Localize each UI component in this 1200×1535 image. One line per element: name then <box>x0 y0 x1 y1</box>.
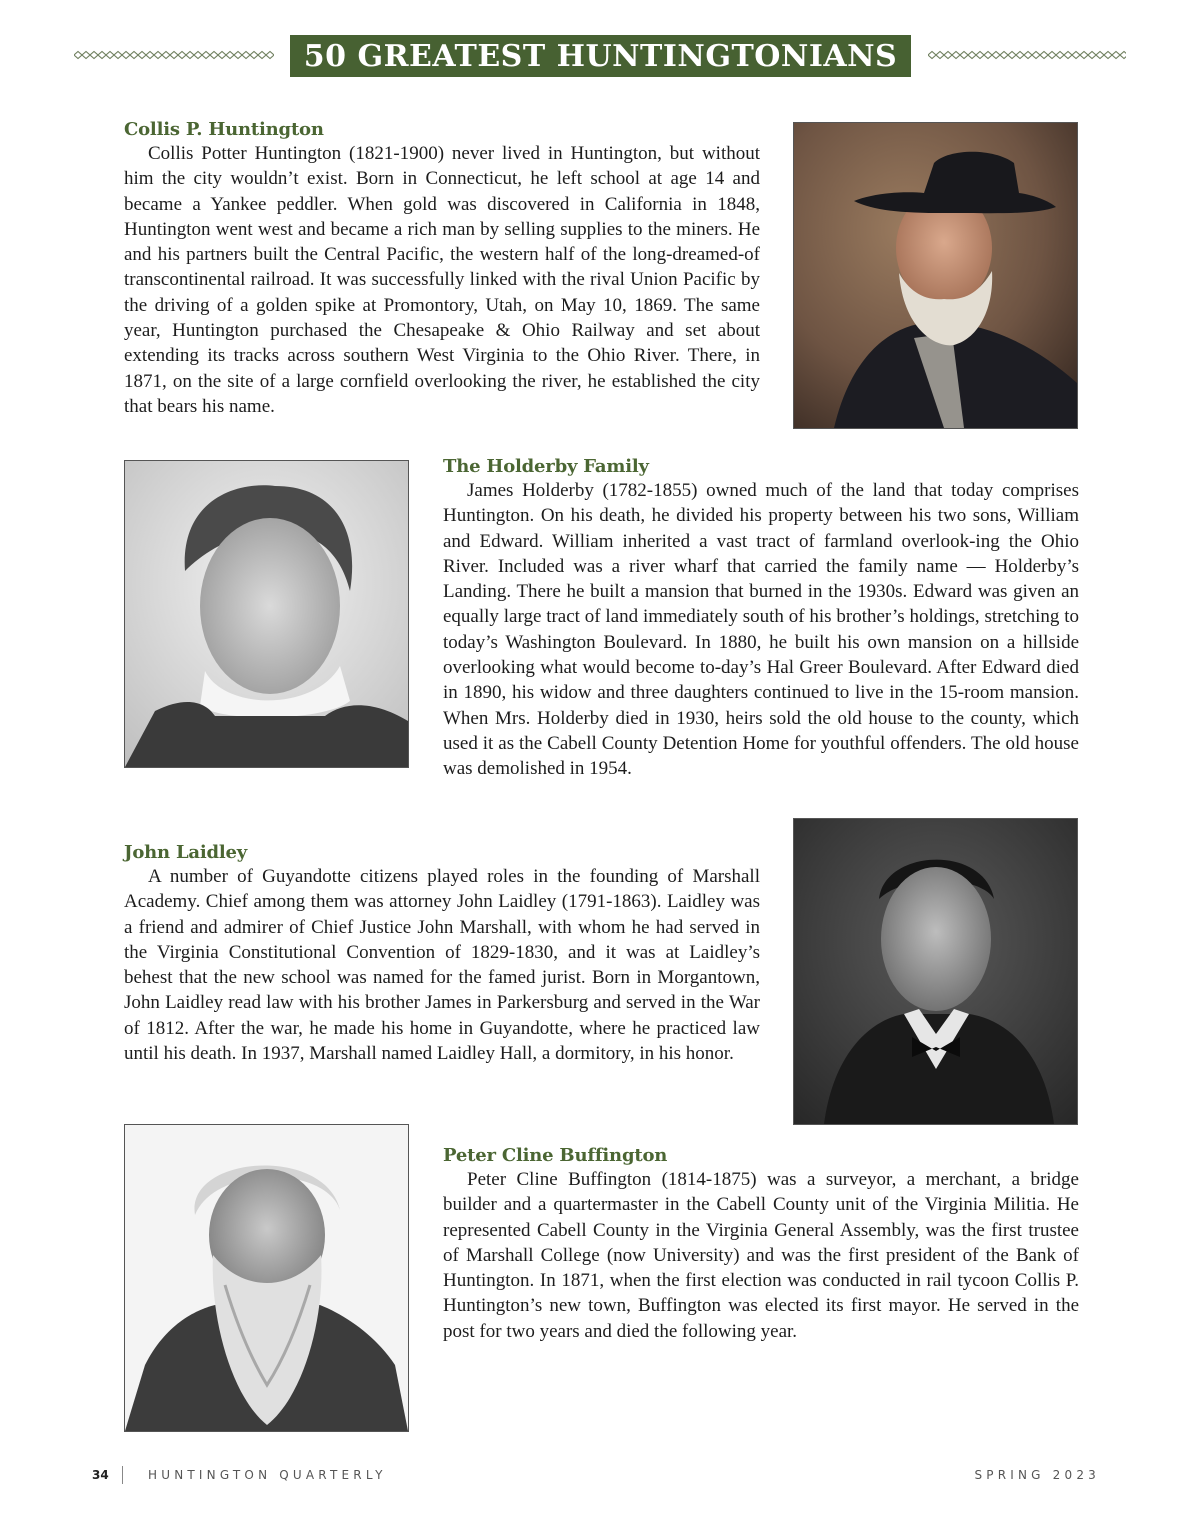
article-peter-cline-buffington <box>443 1145 1079 1344</box>
section-title: 50 GREATEST HUNTINGTONIANS <box>303 38 898 74</box>
decorative-ornament-right <box>928 48 1126 62</box>
article-body: Collis Potter Huntington (1821-1900) never lived in Huntington, but without him the city wouldn’t exist. Born in Connecticut, he left school at age 14 and became a Yankee peddler. When gold was discovered in California in 1848, Huntington went west and became a rich man by selling supplies to the miners. He and his partners built the Central Pacific, the western half of the long-dreamed-of transcontinental railroad. It was successfully linked with the rival Union Pacific by the driving of a golden spike at Promontory, Utah, on May 10, 1869. The same year, Huntington purchased the Chesapeake & Ohio Railway and set about extending its tracks across southern West Virginia to the Ohio River. There, in 1871, on the site of a large cornfield overlooking the river, he established the city that bears his name. <box>124 143 760 417</box>
magazine-name: HUNTINGTON QUARTERLY <box>148 1468 387 1482</box>
section-title-banner <box>290 35 911 77</box>
article-collis-huntington <box>124 119 760 419</box>
page-footer <box>92 1468 1100 1488</box>
portrait-john-laidley <box>793 818 1078 1125</box>
issue-label: SPRING 2023 <box>974 1468 1100 1482</box>
article-heading: Peter Cline Buffington <box>443 1145 668 1166</box>
footer-divider <box>122 1466 123 1484</box>
article-heading: The Holderby Family <box>443 456 649 477</box>
page-number: 34 <box>92 1468 109 1482</box>
portrait-peter-cline-buffington <box>124 1124 409 1432</box>
article-heading: Collis P. Huntington <box>124 119 324 140</box>
article-holderby-family <box>443 456 1079 782</box>
article-john-laidley <box>124 842 760 1066</box>
decorative-ornament-left <box>74 48 274 62</box>
portrait-james-holderby <box>124 460 409 768</box>
article-body: James Holderby (1782-1855) owned much of the land that today comprises Huntington. On his death, he divided his property between his two sons, William and Edward. William inherited a vast tract of farmland overlook-ing the Ohio River. Included was a river wharf that carried the family name — Holderby’s Landing. There he built a mansion that burned in the 1930s. Edward was given an equally large tract of land immediately south of his brother’s holdings, stretching to today’s Washington Boulevard. In 1880, he built his own mansion on a hillside overlooking what would become to-day’s Hal Greer Boulevard. After Edward died in 1890, his widow and three daughters continued to live in the 15-room mansion. When Mrs. Holderby died in 1930, heirs sold the old house to the county, which used it as the Cabell County Detention Home for youthful offenders. The old house was demolished in 1954. <box>443 480 1079 780</box>
article-body: Peter Cline Buffington (1814-1875) was a surveyor, a merchant, a bridge builder and a quartermaster in the Cabell County unit of the Virginia Militia. He represented Cabell County in the Virginia General Assembly, was the first trustee of Marshall College (now University) and was the first president of the Bank of Huntington. In 1871, when the first election was conducted in rail tycoon Collis P. Huntington’s new town, Buffington was elected its first mayor. He served in the post for two years and died the following year. <box>443 1169 1079 1342</box>
portrait-collis-huntington <box>793 122 1078 429</box>
article-body: A number of Guyandotte citizens played roles in the founding of Marshall Academy. Chief among them was attorney John Laidley (1791-1863). Laidley was a friend and admirer of Chief Justice John Marshall, with whom he had served in the Virginia Constitutional Convention of 1829-1830, and it was at Laidley’s behest that the new school was named for the famed jurist. Born in Morgantown, John Laidley read law with his brother James in Parkersburg and served in the War of 1812. After the war, he made his home in Guyandotte, where he practiced law until his death. In 1937, Marshall named Laidley Hall, a dormitory, in his honor. <box>124 866 760 1065</box>
article-heading: John Laidley <box>124 842 248 863</box>
